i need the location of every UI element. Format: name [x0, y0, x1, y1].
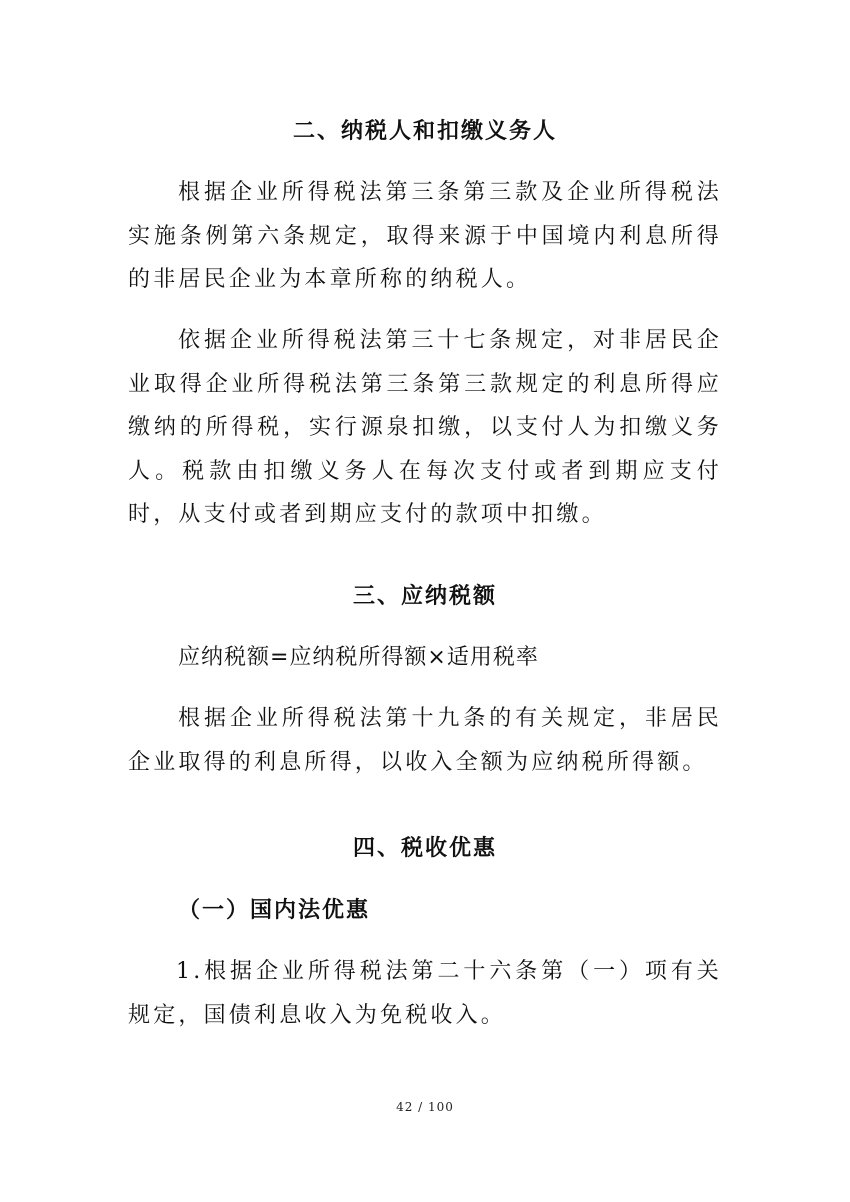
section-heading-taxpayers: 二、纳税人和扣缴义务人 [292, 118, 557, 144]
paragraph-withholding-agent: 依据企业所得税法第三十七条规定，对非居民企业取得企业所得税法第三条第三款规定的利息所得应缴纳的所得税，实行源泉扣缴，以支付人为扣缴义务人。税款由扣缴义务人在每次支付或者到期应支付时，从支付或者到期应支付的款项中扣缴。 [128, 328, 722, 527]
paragraph-taxable-income: 根据企业所得税法第十九条的有关规定，非居民企业取得的利息所得，以收入全额为应纳税所得额。 [128, 706, 722, 775]
paragraph-taxpayer-definition: 根据企业所得税法第三条第三款及企业所得税法实施条例第六条规定，取得来源于中国境内利息所得的非居民企业为本章所称的纳税人。 [128, 180, 722, 292]
section-heading-tax-payable: 三、应纳税额 [352, 583, 497, 609]
paragraph-tax-formula: 应纳税额=应纳税所得额×适用税率 [178, 645, 539, 670]
paragraph-treasury-bond-exemption: 1.根据企业所得税法第二十六条第（一）项有关规定，国债利息收入为免税收入。 [128, 959, 722, 1028]
subsection-heading-domestic-law: （一）国内法优惠 [178, 897, 371, 923]
page-number: 42 / 100 [396, 1100, 454, 1114]
section-heading-tax-incentives: 四、税收优惠 [352, 835, 497, 861]
